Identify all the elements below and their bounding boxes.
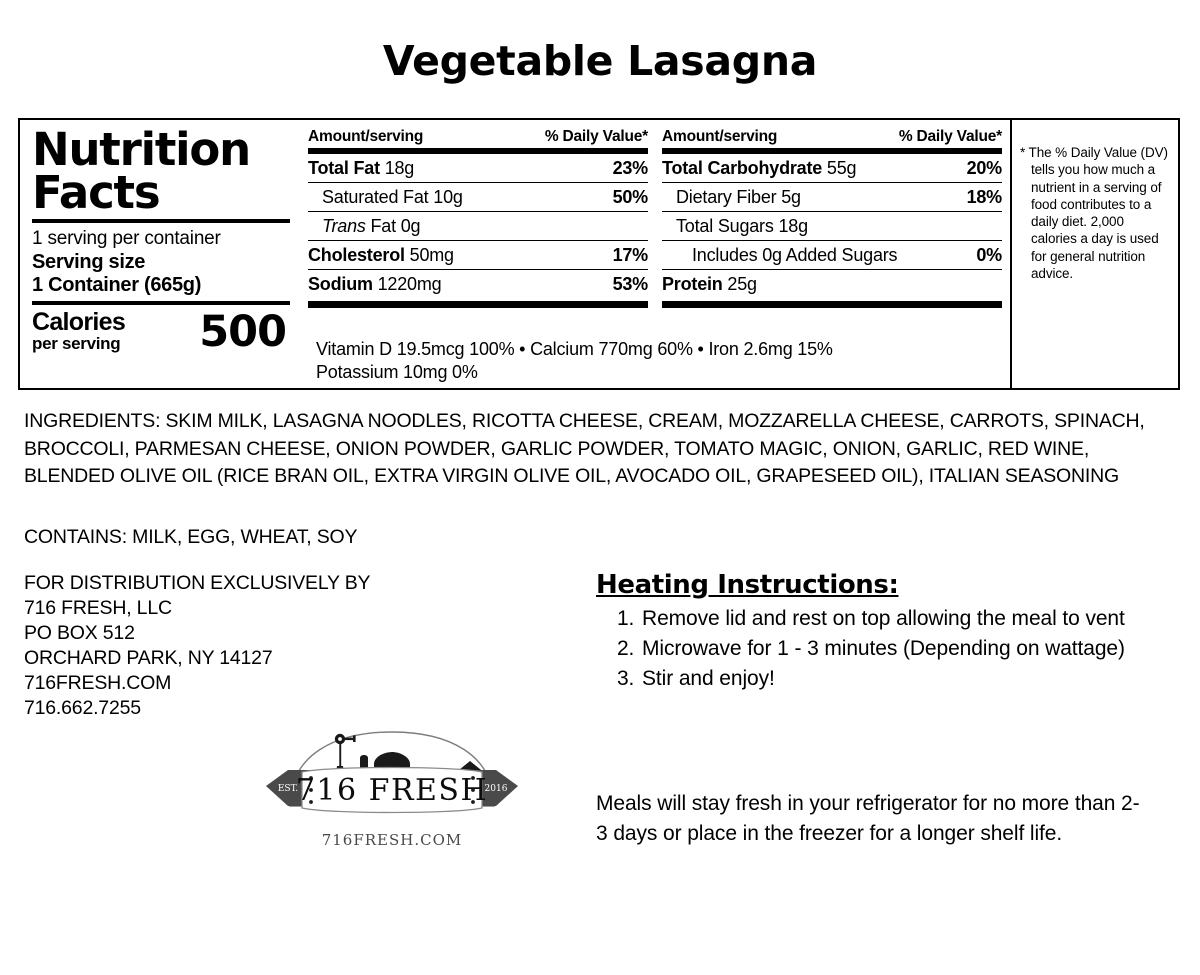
daily-value-footnote-column	[1010, 120, 1178, 388]
page-title: Vegetable Lasagna	[382, 37, 818, 85]
nutrient-row-total-sugars	[662, 212, 1002, 241]
nutrition-facts-title-line1: Nutrition	[32, 123, 250, 176]
added-sugars-label: Includes 0g Added Sugars	[692, 245, 898, 265]
nutrition-facts-title-line2: Facts	[32, 166, 160, 220]
serving-size-label: Serving size	[32, 251, 146, 274]
nutrient-row-sodium	[308, 270, 648, 298]
micronutrients-line-2: Potassium 10mg 0%	[316, 362, 478, 383]
brand-logo-graphic	[258, 728, 526, 828]
storage-note: Meals will stay fresh in your refrigerator for no more than 2-3 days or place in the freezer for a longer shelf life.	[596, 792, 1140, 845]
sodium-amount: 1220mg	[377, 274, 442, 294]
distributor-line-2: 716 FRESH, LLC	[24, 596, 172, 619]
trans-fat-rest-label: Fat 0g	[365, 216, 421, 236]
heating-instructions-section	[596, 570, 1136, 693]
distributor-line-5: 716FRESH.COM	[24, 671, 172, 694]
sodium-label: Sodium	[308, 274, 373, 294]
saturated-fat-label: Saturated Fat 10g	[322, 187, 463, 207]
serving-size-value: 1 Container (665g)	[32, 274, 202, 297]
total-fat-amount: 18g	[384, 158, 415, 178]
dietary-fiber-dv: 18%	[966, 187, 1002, 207]
heating-instructions-title: Heating Instructions:	[596, 570, 899, 600]
nutrient-row-added-sugars	[662, 241, 1002, 270]
nutrient-row-saturated-fat	[308, 183, 648, 212]
daily-value-header-2: % Daily Value*	[898, 128, 1002, 145]
divider-under-title	[32, 219, 290, 223]
nutrition-facts-header-column	[20, 120, 300, 388]
distributor-line-1: FOR DISTRIBUTION EXCLUSIVELY BY	[24, 572, 371, 594]
dietary-fiber-label: Dietary Fiber 5g	[676, 187, 801, 207]
nutrient-row-total-carbohydrate	[662, 154, 1002, 183]
cholesterol-label: Cholesterol	[308, 245, 405, 265]
daily-value-footnote: * The % Daily Value (DV) tells you how much a nutrient in a serving of food contributes to a daily diet. 2,000 calories a day is used for general nutrition advice.	[1020, 145, 1168, 281]
calories-row	[32, 306, 290, 357]
protein-label: Protein	[662, 274, 723, 294]
nutrition-facts-title	[32, 123, 290, 220]
heating-steps-list	[596, 604, 1136, 693]
distributor-line-4: ORCHARD PARK, NY 14127	[24, 646, 273, 669]
calories-labels	[32, 310, 125, 352]
amount-per-serving-header-2: Amount/serving	[662, 128, 778, 145]
total-fat-dv: 23%	[612, 158, 648, 178]
brand-logo	[258, 728, 526, 858]
total-carbohydrate-dv: 20%	[966, 158, 1002, 178]
micronutrients-line-1: Vitamin D 19.5mcg 100% • Calcium 770mg 60% • Iron 2.6mg 15%	[316, 339, 833, 359]
saturated-fat-dv: 50%	[612, 187, 648, 207]
amount-per-serving-header: Amount/serving	[308, 128, 424, 145]
distributor-line-6: 716.662.7255	[24, 696, 141, 719]
calories-label: Calories	[32, 308, 126, 337]
logo-brand-text: 716 FRESH	[295, 773, 489, 808]
column-1-headers	[308, 128, 648, 148]
distributor-block	[24, 571, 370, 721]
micronutrients-block	[316, 338, 1006, 384]
calories-sublabel: per serving	[32, 334, 121, 354]
heating-step: 1. Remove lid and rest on top allowing the meal to vent	[640, 604, 1136, 634]
logo-est-text: EST.	[277, 784, 299, 794]
daily-value-header: % Daily Value*	[544, 128, 648, 145]
total-carbohydrate-label: Total Carbohydrate	[662, 158, 823, 178]
divider-above-calories	[32, 301, 290, 305]
column-1-bottom-bar	[308, 301, 648, 308]
nutrient-row-trans-fat	[308, 212, 648, 241]
added-sugars-dv: 0%	[976, 245, 1002, 265]
sodium-dv: 53%	[612, 274, 648, 294]
column-2-bottom-bar	[662, 301, 1002, 308]
nutrient-row-total-fat	[308, 154, 648, 183]
protein-amount: 25g	[727, 274, 757, 294]
distributor-line-3: PO BOX 512	[24, 621, 135, 644]
ingredients-statement: INGREDIENTS: SKIM MILK, LASAGNA NOODLES, RICOTTA CHEESE, CREAM, MOZZARELLA CHEESE, CARROTS, SPINACH, BROCCOLI, PARMESAN CHEESE, ONION POWDER, GARLIC POWDER, TOMATO MAGIC, ONION, GARLIC, RED WINE, BLENDED OLIVE OIL (RICE BRAN OIL, EXTRA VIRGIN OLIVE OIL, AVOCADO OIL, GRAPESEED OIL), ITALIAN SEASONING	[24, 410, 1145, 488]
column-2-headers	[662, 128, 1002, 148]
logo-website: 716FRESH.COM	[321, 831, 463, 849]
heating-step: 2. Microwave for 1 - 3 minutes (Depending on wattage)	[640, 634, 1136, 664]
heating-step: 3. Stir and enjoy!	[640, 664, 1136, 694]
trans-fat-italic-label: Trans	[322, 216, 366, 236]
allergen-statement: CONTAINS: MILK, EGG, WHEAT, SOY	[24, 526, 358, 548]
servings-per-container: 1 serving per container	[32, 228, 221, 250]
total-carbohydrate-amount: 55g	[826, 158, 857, 178]
cholesterol-dv: 17%	[612, 245, 648, 265]
nutrient-row-cholesterol	[308, 241, 648, 270]
logo-year-text: 2016	[484, 784, 508, 794]
nutrient-row-protein	[662, 270, 1002, 298]
calories-value: 500	[199, 306, 286, 357]
cholesterol-amount: 50mg	[409, 245, 454, 265]
total-fat-label: Total Fat	[308, 158, 380, 178]
nutrient-row-dietary-fiber	[662, 183, 1002, 212]
total-sugars-label: Total Sugars 18g	[676, 216, 808, 236]
